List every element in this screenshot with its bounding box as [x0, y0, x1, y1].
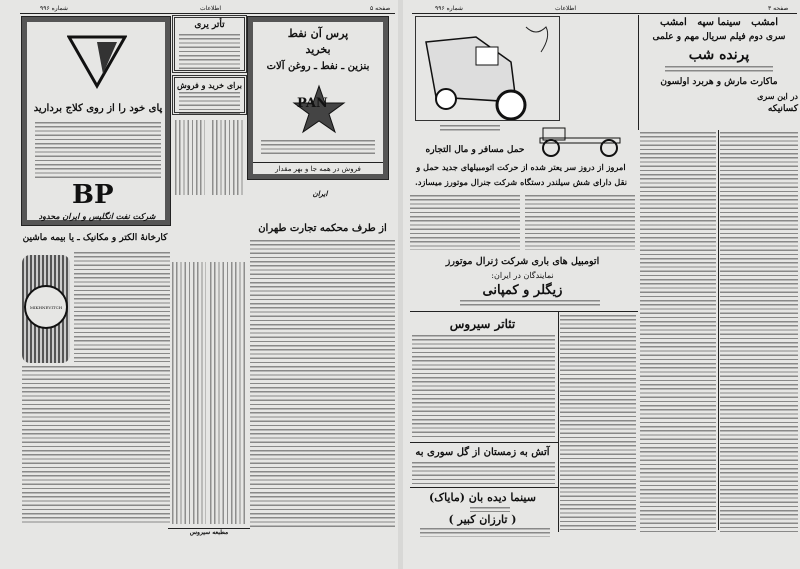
column-rule: [558, 312, 559, 532]
column-rule: [718, 130, 719, 530]
fire-ad-text: [412, 462, 555, 484]
bp-headline: پای خود را از روی کلاج بردارید: [33, 103, 163, 114]
cinema-mayak-title: سینما دیده بان (مایاک): [429, 491, 536, 504]
pan-line2: بخرید: [305, 43, 331, 56]
pan-ad: [248, 17, 388, 179]
vertical-column: [212, 120, 244, 195]
gm-headline-1: امروز از دروز سر یعتر شده از حرکت اتومبیلهای جدید حمل و: [416, 162, 626, 172]
motor-illustration: [22, 255, 70, 363]
gm-agent: زیگلر و کمپانی: [482, 283, 563, 298]
theatre-title: تأتر یری: [194, 20, 225, 30]
issue-number: شماره ۹۹۶: [40, 5, 68, 12]
vertical-column: [175, 120, 205, 195]
cinema-line4: کسانیکه: [767, 104, 798, 114]
bp-triangle-logo: [67, 34, 127, 89]
news-column: [560, 315, 636, 530]
gm-brand: اتومبیل های باری شرکت ژنرال موتورز: [445, 256, 600, 267]
printer-name: مطبعه سیروس: [168, 528, 250, 536]
bp-body-text: [35, 122, 161, 178]
header-rule: [412, 13, 797, 14]
truck-illustration: [415, 16, 560, 121]
page-number: صفحه ۵: [370, 5, 391, 12]
news-column: [640, 132, 716, 532]
section-rule: [410, 487, 558, 488]
cinema-text: [665, 66, 773, 74]
sale-title: برای خرید و فروش: [177, 80, 242, 90]
cinema-line1: امشب سینما سپه امشب: [659, 17, 779, 28]
motor-logo: MIKHNEVITCH: [24, 285, 68, 329]
theatre-cyrus-text: [412, 335, 555, 437]
electric-list-text: [22, 366, 170, 524]
court-notice-text: [250, 240, 395, 530]
theatre-text: [179, 34, 240, 70]
iran-emblem: ایران: [312, 189, 328, 198]
pan-body-text: [261, 140, 375, 154]
sale-text: [179, 92, 240, 114]
electric-text: [74, 252, 170, 362]
gm-subheadline: حمل مسافر و مال التجاره: [425, 145, 525, 155]
vertical-column: [210, 262, 246, 524]
chassis-illustration: [535, 124, 627, 160]
truck-caption: [440, 125, 500, 133]
theatre-cyrus-title: تئاتر سیروس: [449, 317, 516, 331]
paper-name: اطلاعات: [200, 5, 222, 12]
sale-ad: [172, 75, 247, 115]
news-column: [720, 132, 798, 532]
gm-text: [410, 195, 520, 250]
cinema-mayak-film: ( تارزان کبیر ): [448, 513, 517, 526]
theatre-ad: [172, 15, 247, 73]
paper-name: اطلاعات: [555, 5, 577, 12]
electric-title: کارخانهٔ الکتر و مکانیک ـ یا بیمه ماشین: [22, 233, 168, 243]
pan-line3: بنزین ـ نفط ـ روغن آلات: [266, 61, 370, 72]
cinema-line2: سری دوم فیلم سریال مهم و علمی: [652, 32, 786, 42]
fire-ad-title: آتش به زمستان از گل سوری به: [415, 447, 550, 458]
header-rule: [20, 13, 395, 14]
court-title: از طرف محکمه تجارت طهران: [258, 223, 387, 234]
column-rule: [638, 15, 639, 130]
gm-agents-label: نمایندگان در ایران:: [491, 271, 554, 280]
film-title: پرنده شب: [688, 47, 750, 63]
gm-cities: [460, 300, 600, 308]
section-rule: [410, 442, 558, 443]
bp-company: شرکت نفت انگلیس و ایران محدود: [38, 211, 156, 221]
vertical-column: [172, 262, 206, 524]
page-gutter: [398, 0, 403, 569]
pan-footer: فروش در همه جا و بهر مقدار: [253, 162, 383, 173]
issue-number: شماره ۹۹۶: [435, 5, 463, 12]
cinema-mayak-date: [470, 507, 510, 512]
pan-logo-text: PAN: [297, 96, 328, 111]
gm-text: [525, 195, 635, 250]
cinema-sepah-ad: [640, 16, 798, 128]
film-actors: ماکارت مارش و هربرد اولسون: [660, 77, 778, 87]
cinema-mayak-text: [420, 528, 550, 537]
section-rule: [410, 311, 638, 312]
bp-ad: [22, 17, 170, 225]
bp-logo: BP: [72, 180, 114, 210]
cinema-line3: در این سری: [757, 91, 798, 101]
page-number: صفحه ۳: [768, 5, 789, 12]
gm-headline-2: نقل دارای شش سیلندر دستگاه شرکت جنرال موتورز میسازد.: [414, 177, 628, 187]
pan-line1: پرس آن نفط: [287, 27, 349, 40]
